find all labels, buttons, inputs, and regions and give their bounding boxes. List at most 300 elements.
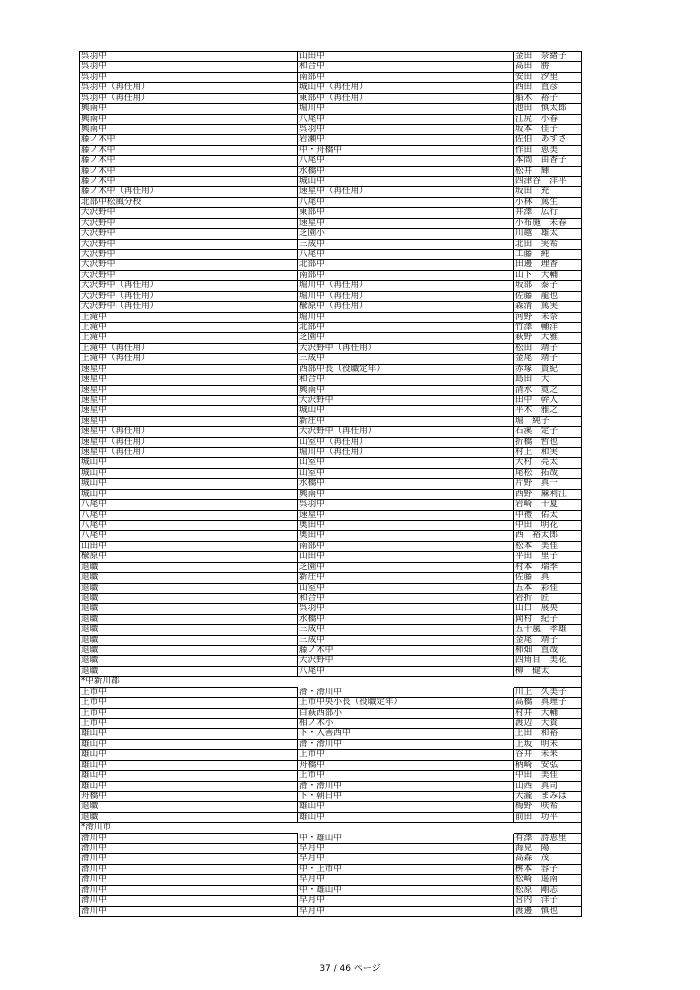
person-name-cell: 西 裕太郎 (514, 531, 582, 541)
from-school-cell: 八尾中 (80, 500, 298, 510)
table-row (80, 636, 582, 646)
from-school-cell: 大沢野中 (80, 229, 298, 239)
to-school-cell: 北部中 (298, 323, 514, 333)
to-school-cell: 大沢野中（再任用） (298, 427, 514, 437)
to-school-cell: 早月中 (298, 844, 514, 854)
from-school-cell: 速星中（再任用） (80, 427, 298, 437)
table-row (80, 146, 582, 156)
to-school-cell: 三成中 (298, 354, 514, 364)
from-school-cell: 上滝中 (80, 313, 298, 323)
person-name-cell: 堀 純子 (514, 417, 582, 427)
person-name-cell: 四津谷 洋平 (514, 177, 582, 187)
to-school-cell: 和合中 (298, 375, 514, 385)
to-school-cell: 八尾中 (298, 198, 514, 208)
table-row (80, 104, 582, 114)
from-school-cell: 藤ノ木中 (80, 167, 298, 177)
table-row (80, 448, 582, 458)
from-school-cell: 上滝中 (80, 333, 298, 343)
from-school-cell: 大沢野中 (80, 208, 298, 218)
from-school-cell: 上市中 (80, 719, 298, 729)
from-school-cell: 八尾中 (80, 521, 298, 531)
from-school-cell: 退職 (80, 594, 298, 604)
person-name-cell: 片野 真一 (514, 479, 582, 489)
table-row (80, 469, 582, 479)
to-school-cell: 速星中 (298, 511, 514, 521)
to-school-cell: 南部中 (298, 271, 514, 281)
to-school-cell: 和合中 (298, 62, 514, 72)
table-row (80, 521, 582, 531)
to-school-cell: 山田中 (298, 552, 514, 562)
person-name-cell: 田中 幹人 (514, 396, 582, 406)
table-row (80, 177, 582, 187)
table-row (80, 323, 582, 333)
to-school-cell: 上市中 (298, 750, 514, 760)
person-name-cell: 小布施 未春 (514, 219, 582, 229)
from-school-cell: 大沢野中（再任用） (80, 281, 298, 291)
from-school-cell: 藤ノ木中 (80, 156, 298, 166)
from-school-cell: 呉羽中 (80, 52, 298, 62)
person-name-cell: 井澤 広行 (514, 208, 582, 218)
from-school-cell: 城山中 (80, 469, 298, 479)
to-school-cell (298, 677, 514, 687)
table-row (80, 406, 582, 416)
person-name-cell: 松田 靖子 (514, 344, 582, 354)
table-row (80, 896, 582, 906)
to-school-cell: 山室中（再任用） (298, 438, 514, 448)
from-school-cell: 滑川中 (80, 844, 298, 854)
person-name-cell: 清水 寛之 (514, 386, 582, 396)
table-row (80, 761, 582, 771)
to-school-cell: 速星中（再任用） (298, 187, 514, 197)
from-school-cell: 呉羽中（再任用） (80, 83, 298, 93)
to-school-cell: 堀川中 (298, 313, 514, 323)
to-school-cell: 三成中 (298, 240, 514, 250)
person-name-cell: 岩折 匠 (514, 594, 582, 604)
to-school-cell: 相ノ木小 (298, 719, 514, 729)
table-row (80, 375, 582, 385)
to-school-cell: 山室中 (298, 458, 514, 468)
person-name-cell: 金尾 靖子 (514, 636, 582, 646)
from-school-cell: 楡原中 (80, 552, 298, 562)
table-row (80, 396, 582, 406)
table-row (80, 729, 582, 739)
to-school-cell: 雄山中 (298, 813, 514, 823)
table-row (80, 313, 582, 323)
person-name-cell: 村本 瑞季 (514, 563, 582, 573)
table-row (80, 73, 582, 83)
person-name-cell: 石溪 定子 (514, 427, 582, 437)
from-school-cell: 上市中 (80, 698, 298, 708)
person-name-cell: 柿畑 直哉 (514, 646, 582, 656)
person-name-cell: 折橋 哲也 (514, 438, 582, 448)
from-school-cell: 退職 (80, 656, 298, 666)
from-school-cell: 速星中 (80, 396, 298, 406)
to-school-cell: 堀川中（再任用） (298, 281, 514, 291)
person-name-cell: 岩崎 千夏 (514, 500, 582, 510)
from-school-cell: 滑川中 (80, 896, 298, 906)
person-name-cell: 高田 勝 (514, 62, 582, 72)
table-row (80, 365, 582, 375)
from-school-cell: 退職 (80, 573, 298, 583)
person-name-cell: 島田 大 (514, 375, 582, 385)
person-name-cell: 西野 麻利江 (514, 490, 582, 500)
from-school-cell: 呉羽中（再任用） (80, 94, 298, 104)
to-school-cell: 下・入善西中 (298, 729, 514, 739)
person-name-cell: 五十嵐 孝雄 (514, 625, 582, 635)
from-school-cell: 滑川中 (80, 854, 298, 864)
person-name-cell: 上田 和裕 (514, 729, 582, 739)
from-school-cell: 藤ノ木中 (80, 177, 298, 187)
from-school-cell: 速星中 (80, 406, 298, 416)
table-row (80, 354, 582, 364)
to-school-cell: 呉羽中 (298, 500, 514, 510)
to-school-cell: 滑・滑川中 (298, 782, 514, 792)
person-name-cell: 松原 剛志 (514, 886, 582, 896)
table-row (80, 552, 582, 562)
table-row (80, 438, 582, 448)
to-school-cell: 水橋中 (298, 167, 514, 177)
from-school-cell: 滑川中 (80, 865, 298, 875)
from-school-cell: 速星中 (80, 365, 298, 375)
from-school-cell: 滑川中 (80, 886, 298, 896)
person-name-cell: 佐藤 龍也 (514, 292, 582, 302)
person-name-cell: 高森 茂 (514, 854, 582, 864)
person-name-cell: 金尾 靖子 (514, 354, 582, 364)
person-name-cell: 松井 輝 (514, 167, 582, 177)
table-row (80, 542, 582, 552)
to-school-cell: 三成中 (298, 625, 514, 635)
person-name-cell: 山西 真司 (514, 782, 582, 792)
person-name-cell: 高橋 真理子 (514, 698, 582, 708)
table-row (80, 458, 582, 468)
person-name-cell: 平木 雅之 (514, 406, 582, 416)
table-row (80, 907, 582, 917)
to-school-cell: 早月中 (298, 854, 514, 864)
table-row (80, 531, 582, 541)
table-row (80, 167, 582, 177)
to-school-cell: 大沢野中（再任用） (298, 344, 514, 354)
table-row (80, 500, 582, 510)
table-row (80, 750, 582, 760)
table-row (80, 208, 582, 218)
to-school-cell: 上市中 (298, 771, 514, 781)
to-school-cell: 芝園中 (298, 333, 514, 343)
from-school-cell: 大沢野中 (80, 260, 298, 270)
person-name-cell: 宮内 洋子 (514, 896, 582, 906)
table-row (80, 854, 582, 864)
to-school-cell: 上市中央小長（役職定年） (298, 698, 514, 708)
section-header-row (80, 677, 582, 687)
person-name-cell: 村井 大輔 (514, 709, 582, 719)
person-name-cell: 上坂 明未 (514, 740, 582, 750)
person-name-cell: 作田 恵美 (514, 146, 582, 156)
person-name-cell: 萩野 大雅 (514, 333, 582, 343)
person-name-cell: 海見 陽 (514, 844, 582, 854)
to-school-cell: 大沢野中 (298, 396, 514, 406)
from-school-cell: 上滝中（再任用） (80, 344, 298, 354)
person-name-cell: 平田 里子 (514, 552, 582, 562)
table-row (80, 698, 582, 708)
person-name-cell: 有澤 詩恵里 (514, 834, 582, 844)
to-school-cell: 奥田中 (298, 531, 514, 541)
from-school-cell: 滑川中 (80, 907, 298, 917)
table-row (80, 281, 582, 291)
table-row (80, 417, 582, 427)
person-name-cell: 桝本 容子 (514, 865, 582, 875)
person-name-cell: 四角目 美花 (514, 656, 582, 666)
section-header-row (80, 823, 582, 833)
to-school-cell: 滑・滑川中 (298, 688, 514, 698)
from-school-cell: 城山中 (80, 490, 298, 500)
table-row (80, 83, 582, 93)
to-school-cell: 芝園小 (298, 229, 514, 239)
to-school-cell: 水橋中 (298, 479, 514, 489)
to-school-cell: 城山中（再任用） (298, 83, 514, 93)
from-school-cell: 八尾中 (80, 511, 298, 521)
to-school-cell: 八尾中 (298, 250, 514, 260)
to-school-cell: 大沢野中 (298, 656, 514, 666)
to-school-cell: 下・朝日中 (298, 792, 514, 802)
table-row (80, 344, 582, 354)
table-row (80, 229, 582, 239)
to-school-cell: 楡原中（再任用） (298, 302, 514, 312)
from-school-cell: 呉羽中 (80, 62, 298, 72)
person-name-cell: 竹澤 輔洋 (514, 323, 582, 333)
to-school-cell: 水橋中 (298, 615, 514, 625)
table-row (80, 771, 582, 781)
table-row (80, 844, 582, 854)
person-name-cell: 佐藤 真 (514, 573, 582, 583)
table-row (80, 667, 582, 677)
table-row (80, 782, 582, 792)
from-school-cell: 藤ノ木中 (80, 146, 298, 156)
table-row (80, 219, 582, 229)
table-row (80, 709, 582, 719)
from-school-cell: 大沢野中 (80, 250, 298, 260)
person-name-cell: 大瀧 まみは (514, 792, 582, 802)
person-name-cell: 谷井 未来 (514, 750, 582, 760)
from-school-cell: 山田中 (80, 542, 298, 552)
person-name-cell: 河野 未奈 (514, 313, 582, 323)
from-school-cell: 藤ノ木中 (80, 135, 298, 145)
to-school-cell: 中・舟橋中 (298, 146, 514, 156)
from-school-cell: 大沢野中 (80, 219, 298, 229)
to-school-cell: 呉羽中 (298, 604, 514, 614)
table-row (80, 573, 582, 583)
to-school-cell: 三成中 (298, 636, 514, 646)
table-row (80, 875, 582, 885)
table-row (80, 62, 582, 72)
person-name-cell: 柳 健太 (514, 667, 582, 677)
from-school-cell: 速星中 (80, 417, 298, 427)
from-school-cell: 雄山中 (80, 740, 298, 750)
from-school-cell: 退職 (80, 813, 298, 823)
from-school-cell: 雄山中 (80, 750, 298, 760)
to-school-cell: 新庄中 (298, 573, 514, 583)
from-school-cell: 退職 (80, 646, 298, 656)
table-row (80, 386, 582, 396)
to-school-cell: 堀川中（再任用） (298, 292, 514, 302)
to-school-cell: 西部中長（役職定年） (298, 365, 514, 375)
to-school-cell: 奥田中 (298, 521, 514, 531)
person-name-cell: 安田 汐里 (514, 73, 582, 83)
person-name-cell: 本間 由香子 (514, 156, 582, 166)
table-row (80, 886, 582, 896)
page-number: 37 / 46 ページ (319, 964, 381, 974)
from-school-cell: 退職 (80, 604, 298, 614)
table-row (80, 302, 582, 312)
from-school-cell: 滑川中 (80, 875, 298, 885)
to-school-cell: 中・雄山中 (298, 834, 514, 844)
table-row (80, 792, 582, 802)
from-school-cell: 大沢野中 (80, 271, 298, 281)
table-row (80, 94, 582, 104)
person-name-cell: 川越 雄太 (514, 229, 582, 239)
person-name-cell: 小林 篤生 (514, 198, 582, 208)
person-name-cell: 村上 和実 (514, 448, 582, 458)
from-school-cell: 呉羽中 (80, 73, 298, 83)
table-row (80, 135, 582, 145)
to-school-cell: 和合中 (298, 594, 514, 604)
table-row (80, 156, 582, 166)
table-row (80, 865, 582, 875)
from-school-cell: 速星中 (80, 375, 298, 385)
table-row (80, 115, 582, 125)
person-name-cell: 中田 美佳 (514, 771, 582, 781)
to-school-cell: 東部中（再任用） (298, 94, 514, 104)
table-row (80, 594, 582, 604)
to-school-cell: 雄山中 (298, 802, 514, 812)
from-school-cell: 退職 (80, 563, 298, 573)
to-school-cell: 城山中 (298, 177, 514, 187)
to-school-cell: 興南中 (298, 386, 514, 396)
person-name-cell: 五本 彩佳 (514, 584, 582, 594)
to-school-cell: 白萩西部小 (298, 709, 514, 719)
to-school-cell: 山室中 (298, 584, 514, 594)
table-row (80, 260, 582, 270)
to-school-cell: 早月中 (298, 907, 514, 917)
from-school-cell: 退職 (80, 636, 298, 646)
from-school-cell: 雄山中 (80, 761, 298, 771)
from-school-cell: 城山中 (80, 458, 298, 468)
table-row (80, 511, 582, 521)
from-school-cell: 大沢野中 (80, 240, 298, 250)
table-row (80, 584, 582, 594)
to-school-cell: 舟橋中 (298, 761, 514, 771)
from-school-cell: 退職 (80, 584, 298, 594)
person-name-cell (514, 823, 582, 833)
table-row (80, 615, 582, 625)
person-name-cell: 坂田 充 (514, 187, 582, 197)
to-school-cell: 藤ノ木中 (298, 646, 514, 656)
table-row (80, 333, 582, 343)
table-row (80, 813, 582, 823)
to-school-cell: 城山中 (298, 406, 514, 416)
from-school-cell: 滑川中 (80, 834, 298, 844)
to-school-cell: 中・上市中 (298, 865, 514, 875)
to-school-cell: 新庄中 (298, 417, 514, 427)
from-school-cell: *滑川市 (80, 823, 298, 833)
table-row (80, 740, 582, 750)
from-school-cell: 上市中 (80, 709, 298, 719)
to-school-cell: 堀川中 (298, 104, 514, 114)
table-row (80, 563, 582, 573)
person-name-cell (514, 677, 582, 687)
person-name-cell: 北田 実希 (514, 240, 582, 250)
from-school-cell: 北部中松風分校 (80, 198, 298, 208)
table-row (80, 688, 582, 698)
from-school-cell: 興南中 (80, 125, 298, 135)
from-school-cell: 退職 (80, 667, 298, 677)
table-row (80, 52, 582, 62)
from-school-cell: 速星中（再任用） (80, 448, 298, 458)
from-school-cell: 八尾中 (80, 531, 298, 541)
table-row (80, 802, 582, 812)
from-school-cell: 退職 (80, 802, 298, 812)
table-row (80, 834, 582, 844)
person-name-cell: 松崎 遥南 (514, 875, 582, 885)
table-row (80, 656, 582, 666)
to-school-cell: 南部中 (298, 542, 514, 552)
table-row (80, 490, 582, 500)
to-school-cell: 堀川中（再任用） (298, 448, 514, 458)
person-name-cell: 山下 大輔 (514, 271, 582, 281)
person-name-cell: 川上 久美子 (514, 688, 582, 698)
from-school-cell: 大沢野中（再任用） (80, 302, 298, 312)
from-school-cell: 雄山中 (80, 771, 298, 781)
to-school-cell: 呉羽中 (298, 125, 514, 135)
to-school-cell: 岩瀬中 (298, 135, 514, 145)
to-school-cell: 東部中 (298, 208, 514, 218)
to-school-cell: 山室中 (298, 469, 514, 479)
table-row (80, 479, 582, 489)
person-name-cell: 坂部 泰子 (514, 281, 582, 291)
to-school-cell: 北部中 (298, 260, 514, 270)
person-name-cell: 梅野 咲希 (514, 802, 582, 812)
from-school-cell: *中新川郡 (80, 677, 298, 687)
from-school-cell: 速星中（再任用） (80, 438, 298, 448)
table-row (80, 719, 582, 729)
to-school-cell: 八尾中 (298, 156, 514, 166)
from-school-cell: 雄山中 (80, 782, 298, 792)
from-school-cell: 舟橋中 (80, 792, 298, 802)
to-school-cell: 興南中 (298, 490, 514, 500)
from-school-cell: 退職 (80, 625, 298, 635)
to-school-cell (298, 823, 514, 833)
person-name-cell: 中禮 佑太 (514, 511, 582, 521)
from-school-cell: 速星中 (80, 386, 298, 396)
from-school-cell: 藤ノ木中（再任用） (80, 187, 298, 197)
table-row (80, 250, 582, 260)
person-name-cell: 工藤 純 (514, 250, 582, 260)
to-school-cell: 早月中 (298, 875, 514, 885)
to-school-cell: 八尾中 (298, 115, 514, 125)
to-school-cell: 中・雄山中 (298, 886, 514, 896)
to-school-cell: 速星中 (298, 219, 514, 229)
to-school-cell: 山田中 (298, 52, 514, 62)
table-row (80, 240, 582, 250)
person-name-cell: 柄崎 安弘 (514, 761, 582, 771)
person-name-cell: 大村 亮太 (514, 458, 582, 468)
table-row (80, 646, 582, 656)
table-row (80, 604, 582, 614)
table-row (80, 292, 582, 302)
transfer-table (79, 51, 582, 917)
from-school-cell: 大沢野中（再任用） (80, 292, 298, 302)
from-school-cell: 城山中 (80, 479, 298, 489)
person-name-cell: 佐伯 あずさ (514, 135, 582, 145)
to-school-cell: 早月中 (298, 896, 514, 906)
